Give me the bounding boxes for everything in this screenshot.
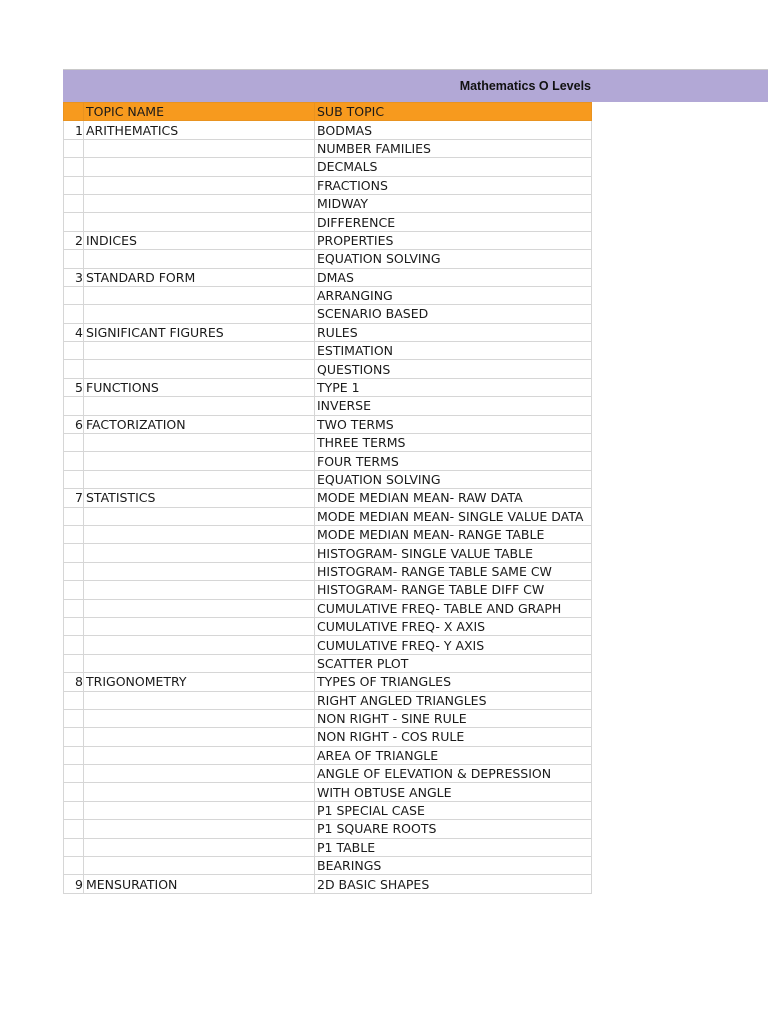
table-row bbox=[64, 746, 592, 764]
row-number-cell[interactable] bbox=[64, 397, 84, 415]
title-bar bbox=[63, 69, 768, 102]
topic-name-cell[interactable] bbox=[84, 360, 315, 378]
sub-topic-cell[interactable]: PROPERTIES bbox=[315, 231, 592, 249]
sub-topic-cell[interactable]: BODMAS bbox=[315, 121, 592, 139]
row-number-cell[interactable] bbox=[64, 581, 84, 599]
sub-topic-cell[interactable]: WITH OBTUSE ANGLE bbox=[315, 783, 592, 801]
topic-name-cell[interactable] bbox=[84, 434, 315, 452]
row-number-cell[interactable] bbox=[64, 562, 84, 580]
row-number-cell[interactable]: 7 bbox=[64, 489, 84, 507]
topic-name-cell[interactable] bbox=[84, 654, 315, 672]
row-number-cell[interactable]: 2 bbox=[64, 231, 84, 249]
topics-table bbox=[63, 102, 592, 894]
row-number-cell[interactable] bbox=[64, 709, 84, 727]
row-number-cell[interactable] bbox=[64, 636, 84, 654]
topic-name-cell[interactable] bbox=[84, 470, 315, 488]
topic-name-cell[interactable] bbox=[84, 636, 315, 654]
sub-topic-cell[interactable]: EQUATION SOLVING bbox=[315, 470, 592, 488]
sub-topic-cell[interactable]: EQUATION SOLVING bbox=[315, 250, 592, 268]
table-row bbox=[64, 415, 592, 433]
sub-topic-cell[interactable]: 2D BASIC SHAPES bbox=[315, 875, 592, 893]
sub-topic-cell[interactable]: RULES bbox=[315, 323, 592, 341]
sub-topic-cell[interactable]: DIFFERENCE bbox=[315, 213, 592, 231]
sub-topic-cell[interactable]: CUMULATIVE FREQ- TABLE AND GRAPH bbox=[315, 599, 592, 617]
sub-topic-cell[interactable]: SCENARIO BASED bbox=[315, 305, 592, 323]
sub-topic-cell[interactable]: QUESTIONS bbox=[315, 360, 592, 378]
row-number-cell[interactable] bbox=[64, 286, 84, 304]
topic-name-cell[interactable] bbox=[84, 194, 315, 212]
row-number-cell[interactable] bbox=[64, 342, 84, 360]
row-number-cell[interactable] bbox=[64, 599, 84, 617]
row-number-cell[interactable] bbox=[64, 820, 84, 838]
row-number-cell[interactable] bbox=[64, 765, 84, 783]
topic-name-cell[interactable] bbox=[84, 728, 315, 746]
row-number-cell[interactable] bbox=[64, 305, 84, 323]
sheet-title: Mathematics O Levels bbox=[459, 79, 591, 93]
table-row bbox=[64, 250, 592, 268]
row-number-cell[interactable] bbox=[64, 857, 84, 875]
sub-topic-cell[interactable]: ESTIMATION bbox=[315, 342, 592, 360]
row-number-cell[interactable] bbox=[64, 360, 84, 378]
table-row bbox=[64, 691, 592, 709]
sub-topic-cell[interactable]: NUMBER FAMILIES bbox=[315, 139, 592, 157]
row-number-cell[interactable] bbox=[64, 691, 84, 709]
topic-name-cell[interactable]: MENSURATION bbox=[84, 875, 315, 893]
row-number-cell[interactable] bbox=[64, 746, 84, 764]
topic-name-cell[interactable] bbox=[84, 838, 315, 856]
topic-name-cell[interactable] bbox=[84, 305, 315, 323]
table-row bbox=[64, 857, 592, 875]
table-row bbox=[64, 765, 592, 783]
row-number-cell[interactable] bbox=[64, 728, 84, 746]
topic-name-cell[interactable] bbox=[84, 250, 315, 268]
row-number-cell[interactable] bbox=[64, 158, 84, 176]
topic-name-cell[interactable] bbox=[84, 139, 315, 157]
row-number-cell[interactable] bbox=[64, 507, 84, 525]
sub-topic-cell[interactable]: TYPE 1 bbox=[315, 378, 592, 396]
table-row bbox=[64, 673, 592, 691]
topic-name-cell[interactable]: FUNCTIONS bbox=[84, 378, 315, 396]
row-number-cell[interactable] bbox=[64, 783, 84, 801]
sub-topic-cell[interactable]: P1 SPECIAL CASE bbox=[315, 801, 592, 819]
table-row bbox=[64, 544, 592, 562]
table-row bbox=[64, 617, 592, 635]
row-number-cell[interactable]: 4 bbox=[64, 323, 84, 341]
sub-topic-cell[interactable]: NON RIGHT - COS RULE bbox=[315, 728, 592, 746]
table-header-row bbox=[64, 103, 592, 121]
sub-topic-cell[interactable]: THREE TERMS bbox=[315, 434, 592, 452]
row-number-cell[interactable] bbox=[64, 544, 84, 562]
table-row bbox=[64, 654, 592, 672]
row-number-cell[interactable] bbox=[64, 434, 84, 452]
header-topic-name[interactable]: TOPIC NAME bbox=[84, 103, 315, 121]
table-row bbox=[64, 268, 592, 286]
sub-topic-cell[interactable]: DMAS bbox=[315, 268, 592, 286]
topic-name-cell[interactable] bbox=[84, 507, 315, 525]
row-number-cell[interactable] bbox=[64, 250, 84, 268]
table-row bbox=[64, 709, 592, 727]
topic-name-cell[interactable] bbox=[84, 617, 315, 635]
table-row bbox=[64, 525, 592, 543]
header-number-cell[interactable] bbox=[64, 103, 84, 121]
row-number-cell[interactable] bbox=[64, 617, 84, 635]
sub-topic-cell[interactable]: P1 TABLE bbox=[315, 838, 592, 856]
topic-name-cell[interactable] bbox=[84, 452, 315, 470]
sub-topic-cell[interactable]: INVERSE bbox=[315, 397, 592, 415]
table-row bbox=[64, 176, 592, 194]
row-number-cell[interactable] bbox=[64, 452, 84, 470]
header-sub-topic[interactable]: SUB TOPIC bbox=[315, 103, 592, 121]
table-row bbox=[64, 599, 592, 617]
topic-name-cell[interactable] bbox=[84, 691, 315, 709]
sub-topic-cell[interactable]: MODE MEDIAN MEAN- RAW DATA bbox=[315, 489, 592, 507]
row-number-cell[interactable] bbox=[64, 194, 84, 212]
table-row bbox=[64, 875, 592, 893]
topic-name-cell[interactable]: INDICES bbox=[84, 231, 315, 249]
topic-name-cell[interactable] bbox=[84, 525, 315, 543]
row-number-cell[interactable] bbox=[64, 176, 84, 194]
sub-topic-cell[interactable]: HISTOGRAM- SINGLE VALUE TABLE bbox=[315, 544, 592, 562]
table-row bbox=[64, 194, 592, 212]
sub-topic-cell[interactable]: HISTOGRAM- RANGE TABLE DIFF CW bbox=[315, 581, 592, 599]
table-row bbox=[64, 121, 592, 139]
topic-name-cell[interactable] bbox=[84, 783, 315, 801]
topic-name-cell[interactable] bbox=[84, 176, 315, 194]
sub-topic-cell[interactable]: CUMULATIVE FREQ- Y AXIS bbox=[315, 636, 592, 654]
table-row bbox=[64, 838, 592, 856]
row-number-cell[interactable] bbox=[64, 213, 84, 231]
table-row bbox=[64, 378, 592, 396]
sub-topic-cell[interactable]: BEARINGS bbox=[315, 857, 592, 875]
sub-topic-cell[interactable]: ARRANGING bbox=[315, 286, 592, 304]
table-row bbox=[64, 305, 592, 323]
row-number-cell[interactable] bbox=[64, 525, 84, 543]
topic-name-cell[interactable] bbox=[84, 342, 315, 360]
table-row bbox=[64, 470, 592, 488]
table-row bbox=[64, 286, 592, 304]
row-number-cell[interactable] bbox=[64, 838, 84, 856]
topic-name-cell[interactable] bbox=[84, 746, 315, 764]
topic-name-cell[interactable] bbox=[84, 857, 315, 875]
sub-topic-cell[interactable]: AREA OF TRIANGLE bbox=[315, 746, 592, 764]
topic-name-cell[interactable] bbox=[84, 544, 315, 562]
topic-name-cell[interactable]: STANDARD FORM bbox=[84, 268, 315, 286]
table-row bbox=[64, 158, 592, 176]
topic-name-cell[interactable]: SIGNIFICANT FIGURES bbox=[84, 323, 315, 341]
topic-name-cell[interactable] bbox=[84, 765, 315, 783]
row-number-cell[interactable] bbox=[64, 801, 84, 819]
sub-topic-cell[interactable]: NON RIGHT - SINE RULE bbox=[315, 709, 592, 727]
topic-name-cell[interactable] bbox=[84, 709, 315, 727]
table-row bbox=[64, 434, 592, 452]
topic-name-cell[interactable] bbox=[84, 158, 315, 176]
row-number-cell[interactable]: 3 bbox=[64, 268, 84, 286]
topic-name-cell[interactable] bbox=[84, 562, 315, 580]
row-number-cell[interactable]: 1 bbox=[64, 121, 84, 139]
table-row bbox=[64, 801, 592, 819]
sub-topic-cell[interactable]: MODE MEDIAN MEAN- SINGLE VALUE DATA bbox=[315, 507, 592, 525]
sub-topic-cell[interactable]: HISTOGRAM- RANGE TABLE SAME CW bbox=[315, 562, 592, 580]
topic-name-cell[interactable]: TRIGONOMETRY bbox=[84, 673, 315, 691]
sub-topic-cell[interactable]: CUMULATIVE FREQ- X AXIS bbox=[315, 617, 592, 635]
sub-topic-cell[interactable]: FOUR TERMS bbox=[315, 452, 592, 470]
topic-name-cell[interactable]: FACTORIZATION bbox=[84, 415, 315, 433]
topic-name-cell[interactable] bbox=[84, 397, 315, 415]
sub-topic-cell[interactable]: FRACTIONS bbox=[315, 176, 592, 194]
table-row bbox=[64, 507, 592, 525]
table-row bbox=[64, 489, 592, 507]
topic-name-cell[interactable] bbox=[84, 801, 315, 819]
table-row bbox=[64, 323, 592, 341]
topic-name-cell[interactable] bbox=[84, 599, 315, 617]
topic-name-cell[interactable] bbox=[84, 581, 315, 599]
table-row bbox=[64, 581, 592, 599]
row-number-cell[interactable] bbox=[64, 470, 84, 488]
table-row bbox=[64, 783, 592, 801]
table-row bbox=[64, 139, 592, 157]
row-number-cell[interactable] bbox=[64, 654, 84, 672]
table-row bbox=[64, 397, 592, 415]
sub-topic-cell[interactable]: MODE MEDIAN MEAN- RANGE TABLE bbox=[315, 525, 592, 543]
topic-name-cell[interactable] bbox=[84, 286, 315, 304]
row-number-cell[interactable]: 8 bbox=[64, 673, 84, 691]
topic-name-cell[interactable]: STATISTICS bbox=[84, 489, 315, 507]
sub-topic-cell[interactable]: P1 SQUARE ROOTS bbox=[315, 820, 592, 838]
topic-name-cell[interactable] bbox=[84, 820, 315, 838]
table-row bbox=[64, 231, 592, 249]
table-row bbox=[64, 728, 592, 746]
topic-name-cell[interactable]: ARITHEMATICS bbox=[84, 121, 315, 139]
table-row bbox=[64, 213, 592, 231]
sub-topic-cell[interactable]: MIDWAY bbox=[315, 194, 592, 212]
row-number-cell[interactable]: 6 bbox=[64, 415, 84, 433]
sub-topic-cell[interactable]: RIGHT ANGLED TRIANGLES bbox=[315, 691, 592, 709]
table-row bbox=[64, 360, 592, 378]
table-row bbox=[64, 562, 592, 580]
sub-topic-cell[interactable]: TWO TERMS bbox=[315, 415, 592, 433]
table-row bbox=[64, 636, 592, 654]
topic-name-cell[interactable] bbox=[84, 213, 315, 231]
sub-topic-cell[interactable]: SCATTER PLOT bbox=[315, 654, 592, 672]
row-number-cell[interactable]: 9 bbox=[64, 875, 84, 893]
row-number-cell[interactable]: 5 bbox=[64, 378, 84, 396]
sub-topic-cell[interactable]: DECMALS bbox=[315, 158, 592, 176]
sub-topic-cell[interactable]: ANGLE OF ELEVATION & DEPRESSION bbox=[315, 765, 592, 783]
sub-topic-cell[interactable]: TYPES OF TRIANGLES bbox=[315, 673, 592, 691]
row-number-cell[interactable] bbox=[64, 139, 84, 157]
table-row bbox=[64, 820, 592, 838]
table-row bbox=[64, 342, 592, 360]
table-row bbox=[64, 452, 592, 470]
